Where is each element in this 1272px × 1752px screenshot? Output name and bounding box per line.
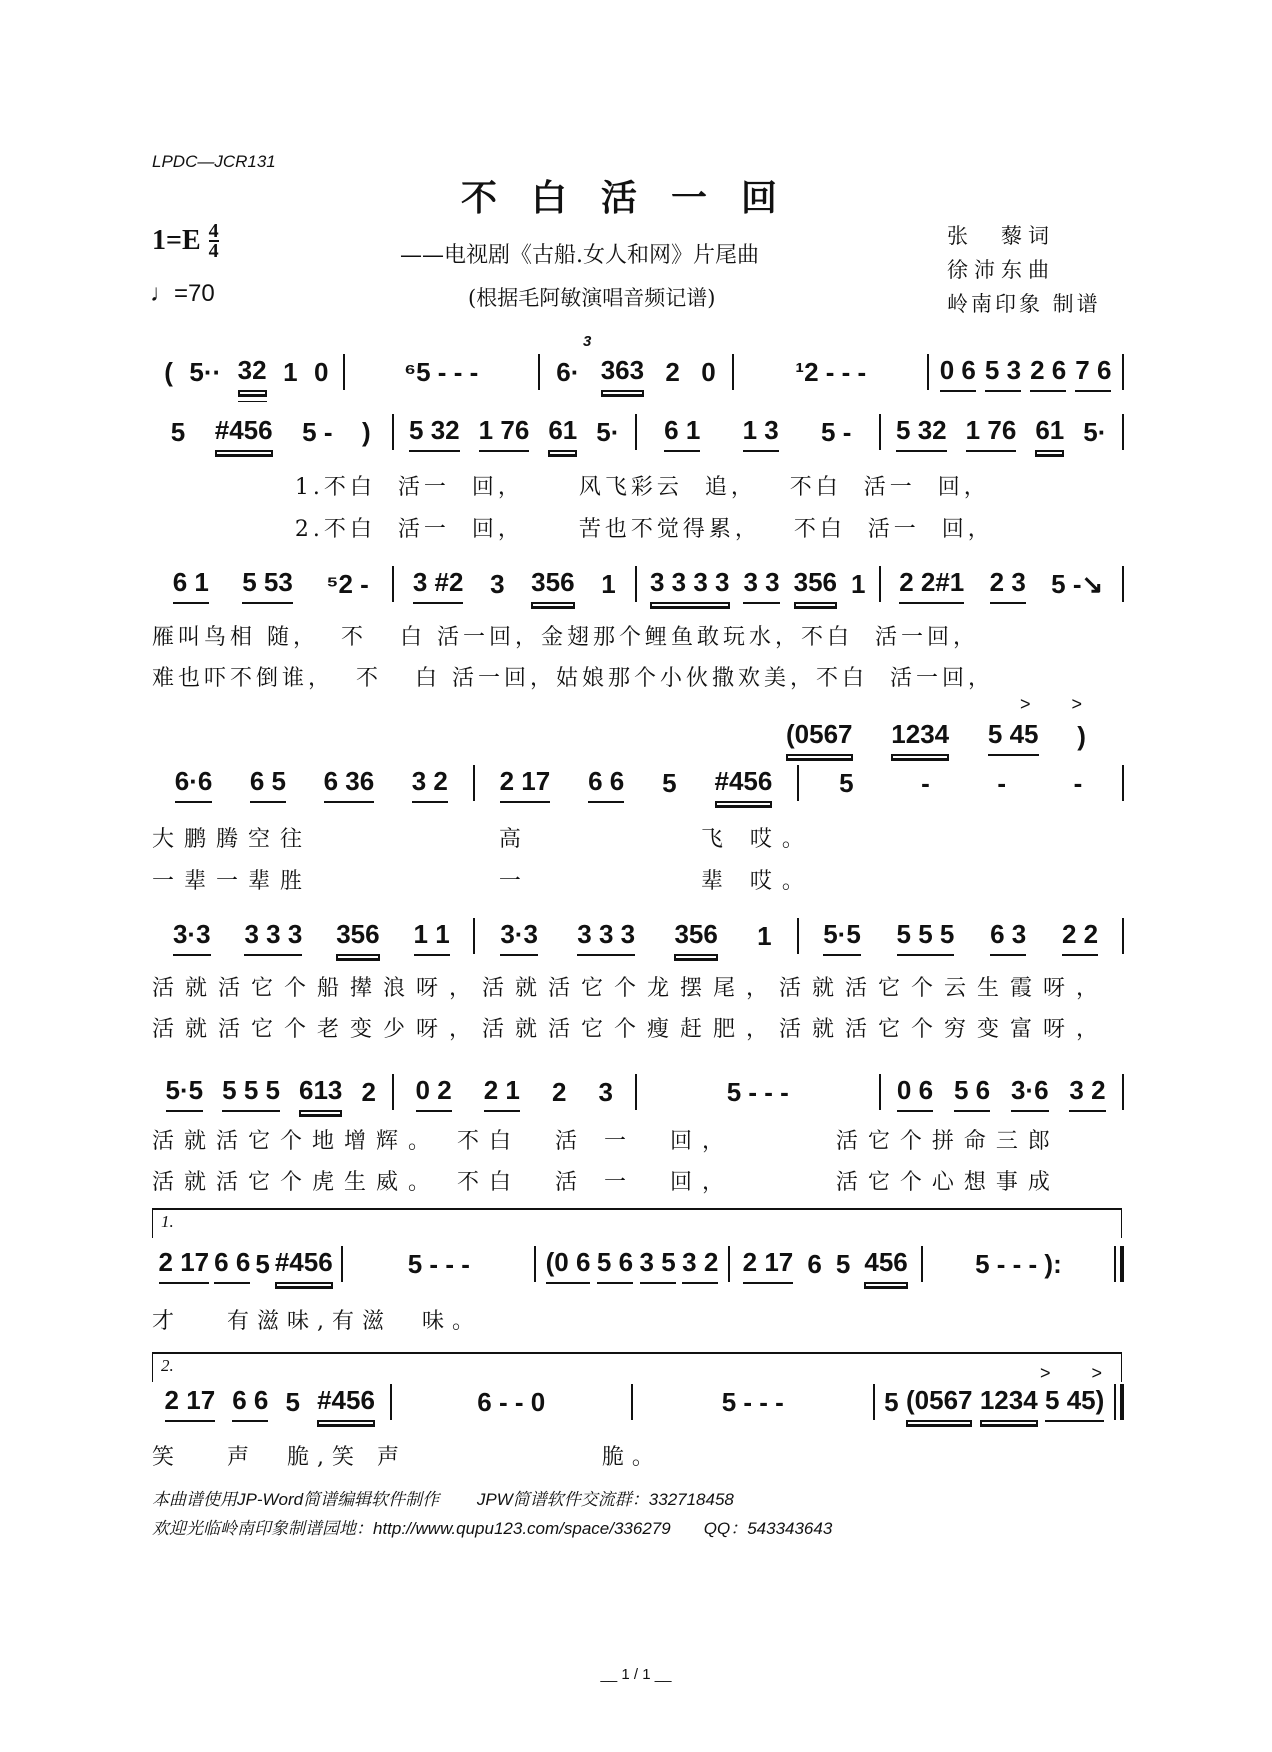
score-row (150, 1382, 1124, 1422)
source-note: (根据毛阿敏演唱音频记谱) (468, 286, 716, 310)
note-group: 1 (757, 921, 772, 951)
note-group: 5·5 (823, 920, 861, 956)
note-group: (0567 (906, 1386, 973, 1422)
note-group: 356 (336, 920, 379, 956)
note-group: 356 (674, 920, 717, 956)
note-group: 5 6 (597, 1248, 633, 1284)
note-group: ⁶5 - - - (404, 357, 479, 387)
note-group: 1 76 (479, 416, 530, 452)
note-group: ) (1077, 721, 1086, 751)
note-group: 5 45) (1045, 1386, 1104, 1422)
note-group: 6 36 (324, 767, 375, 803)
lyrics-row3-verse1: 雁叫鸟相 随， 不 白 活一回，金翅那个鲤鱼敢玩水，不白 活一回， (152, 625, 979, 650)
note-group: 6 5 (250, 767, 286, 803)
note-group: 5 (839, 768, 854, 798)
score-row (150, 352, 1124, 392)
song-title: 不白活一回 (460, 177, 811, 219)
note-group: 3 3 3 (244, 920, 302, 956)
measure (394, 416, 636, 452)
note-group: 5 32 (896, 416, 947, 452)
note-group: 363 (601, 356, 644, 392)
note-group: 3 5 (640, 1248, 676, 1284)
note-group: 0 (314, 357, 329, 387)
measure (637, 416, 879, 452)
measure (881, 416, 1123, 452)
lyrics-ending2: 笑 声 脆,笑 声 脆。 (152, 1445, 662, 1470)
measure (730, 1248, 921, 1284)
note-group: 61 (1035, 416, 1064, 452)
note-group: 5· (1083, 417, 1107, 447)
note-group: 456 (864, 1248, 907, 1284)
note-group: 5 - - - ): (975, 1249, 1062, 1279)
note-group: 2 2#1 (899, 568, 964, 604)
note-group: ) (362, 417, 371, 447)
note-group: 1234 (891, 720, 949, 756)
score-row (150, 564, 1124, 604)
time-top: 4 (208, 220, 219, 242)
score-row (150, 763, 1124, 803)
note-group: 5 (285, 1387, 300, 1417)
note-group: 2 17 (500, 767, 551, 803)
volta-1-label: 1. (161, 1212, 174, 1231)
measure (150, 1386, 390, 1422)
note-group: ¹2 - - - (795, 357, 867, 387)
measure (536, 1248, 727, 1284)
note-group: 5·5 (166, 1076, 204, 1112)
lyrics-row4-verse1: 大鹏腾空往 高 飞 哎。 (152, 827, 814, 852)
lyrics-row6-verse2: 活就活它个虎生威。 不白 活 一 回， 活它个心想事成 (152, 1170, 1060, 1195)
note-group: 3 2 (1069, 1076, 1105, 1112)
barline (1122, 918, 1124, 954)
measure (392, 1388, 632, 1422)
measure (475, 767, 798, 803)
note-group: 1 (601, 569, 616, 599)
measure (540, 356, 733, 392)
note-group: #456 (215, 416, 273, 452)
measure (343, 1250, 534, 1284)
note-group: 5· (596, 417, 620, 447)
subtitle: ——电视剧《古船.女人和网》片尾曲 (400, 243, 759, 268)
note-group: 6 - - 0 (477, 1387, 546, 1417)
lyrics-row2-verse2: 2.不白 活一 回， 苦也不觉得累， 不白 活一 回， (152, 517, 994, 542)
note-group: 7 6 (1075, 356, 1111, 392)
note-group: 2 6 (1030, 356, 1066, 392)
measure (637, 568, 879, 604)
note-group: 61 (548, 416, 577, 452)
note-group: 2 (551, 1077, 567, 1107)
note-group: 6 6 (588, 767, 624, 803)
note-group: 5 (835, 1249, 851, 1279)
measure (394, 568, 636, 604)
note-group: 356 (531, 568, 574, 604)
volta-2 (152, 1352, 1122, 1382)
note-group: 613 (299, 1076, 342, 1112)
lyricist-credit: 张 藜词 (947, 224, 1055, 248)
measure (875, 1386, 1115, 1422)
note-group: 5 - - - (721, 1387, 784, 1417)
note-group: 2 1 (484, 1076, 520, 1112)
note-group: 356 (794, 568, 837, 604)
note-group: 6 1 (173, 568, 209, 604)
note-group: ( (164, 357, 173, 387)
volta-2-label: 2. (161, 1356, 174, 1375)
note-group: 5 45 (988, 720, 1039, 756)
note-group: 5 -↘ (1051, 569, 1104, 599)
note-group: 6 3 (990, 920, 1026, 956)
lyrics-row5-verse2: 活就活它个老变少呀，活就活它个瘦赶肥，活就活它个穷变富呀， (152, 1017, 1110, 1042)
footer-software-note: 本曲谱使用JP-Word简谱编辑软件制作 JPW简谱软件交流群：332718458 (152, 1490, 734, 1509)
note-group: 5 (662, 768, 677, 798)
measure (799, 769, 1122, 803)
note-group: 3 (598, 1077, 613, 1107)
measure (150, 920, 473, 956)
note-group: 6 6 (232, 1386, 268, 1422)
note-group: 6· (556, 357, 580, 387)
note-group: 5 5 5 (222, 1076, 280, 1112)
note-group: 6 (807, 1249, 822, 1279)
note-group: 2 17 (743, 1248, 794, 1284)
note-group: #456 (317, 1386, 375, 1422)
note-group: #456 (275, 1248, 333, 1284)
note-group: 3 3 3 3 (650, 568, 730, 604)
note-group: 3 2 (682, 1248, 718, 1284)
measure (881, 1076, 1123, 1112)
final-barline (1114, 1246, 1124, 1282)
note-group: 5 53 (242, 568, 293, 604)
note-group: (0567 (786, 720, 853, 756)
note-group: 5 - - - (407, 1249, 470, 1279)
measure (150, 767, 473, 803)
measure (150, 1076, 392, 1112)
note-group: 5 - (302, 417, 333, 447)
note-group: 5 3 (985, 356, 1021, 392)
note-group: 5 (255, 1249, 270, 1279)
score-row (150, 412, 1124, 452)
note-group: 6 1 (664, 416, 700, 452)
score-row (150, 1244, 1124, 1284)
accent-marks: > > (1020, 694, 1101, 714)
note-group: 1 76 (966, 416, 1017, 452)
note-group: - (921, 768, 930, 798)
measure (150, 1248, 341, 1284)
lyrics-row3-verse2: 难也吓不倒谁， 不 白 活一回，姑娘那个小伙撒欢美，不白 活一回， (152, 666, 994, 691)
note-group: 1 3 (743, 416, 779, 452)
barline (1122, 765, 1124, 801)
measure (345, 358, 538, 392)
measure (475, 920, 798, 956)
barline (1122, 414, 1124, 450)
note-group: 1 1 (414, 920, 450, 956)
note-group: 2 17 (159, 1248, 210, 1284)
note-group: 6 6 (214, 1248, 250, 1284)
arranger-credit: 岭南印象 制谱 (947, 292, 1101, 316)
lyrics-ending1: 才 有滋味,有滋 味。 (152, 1309, 482, 1334)
measure (881, 568, 1123, 604)
note-group: 2 2 (1062, 920, 1098, 956)
note-group: 6·6 (175, 767, 213, 803)
note-group: 3·3 (173, 920, 211, 956)
note-group: 1 (851, 569, 866, 599)
volta-1 (152, 1208, 1122, 1238)
barline (1122, 566, 1124, 602)
note-group: 32 (238, 356, 267, 392)
key-label: 1=E (152, 225, 201, 256)
note-group: ⁵2 - (326, 569, 369, 599)
note-group: 5 - (821, 417, 852, 447)
note-group: 3 (490, 569, 505, 599)
page-number: __ 1 / 1 __ (600, 1666, 672, 1683)
note-group: 3 3 3 (577, 920, 635, 956)
note-group: 2 (361, 1077, 376, 1107)
note-group: 5 5 5 (897, 920, 955, 956)
measure (150, 416, 392, 452)
barline (1122, 354, 1124, 390)
note-group: 5 6 (954, 1076, 990, 1112)
note-group: 0 6 (940, 356, 976, 392)
note-group: 3·3 (500, 920, 538, 956)
note-group: 5 (884, 1387, 899, 1417)
footer-website-note: 欢迎光临岭南印象制谱园地：http://www.qupu123.com/space/336279 QQ：543343643 (152, 1519, 833, 1538)
note-group: 5 32 (409, 416, 460, 452)
note-group: 5 (170, 417, 186, 447)
measure (923, 1250, 1114, 1284)
final-barline (1114, 1384, 1124, 1420)
note-group: 3·6 (1011, 1076, 1049, 1112)
composer-credit: 徐沛东曲 (947, 258, 1055, 282)
measure (637, 1078, 879, 1112)
measure (929, 356, 1122, 392)
time-bottom: 4 (208, 240, 219, 262)
tempo-marking: ♩=70 (150, 280, 215, 307)
accent-marks-ending: > > (1040, 1363, 1121, 1383)
note-group: 2 17 (165, 1386, 216, 1422)
note-group: 0 (701, 357, 716, 387)
measure (150, 568, 392, 604)
note-group: 3 3 (743, 568, 779, 604)
score-row (150, 1072, 1124, 1112)
key-signature (152, 222, 219, 260)
lyrics-row2-verse1: 1.不白 活一 回， 风飞彩云 追， 不白 活一 回， (152, 475, 990, 500)
note-group: 2 3 (990, 568, 1026, 604)
score-row (150, 916, 1124, 956)
note-group: 1234 (980, 1386, 1038, 1422)
measure (150, 356, 343, 392)
measure (394, 1076, 636, 1112)
note-group: #456 (715, 767, 773, 803)
measure (633, 1388, 873, 1422)
note-group: 0 6 (897, 1076, 933, 1112)
note-group: 2 (665, 357, 680, 387)
lyrics-row4-verse2: 一辈一辈胜 一 辈 哎。 (152, 869, 814, 894)
note-group: - (997, 768, 1007, 798)
barline (1122, 1074, 1124, 1110)
triplet-mark: 3 (583, 333, 592, 350)
lyrics-row6-verse1: 活就活它个地增辉。 不白 活 一 回， 活它个拼命三郎 (152, 1129, 1060, 1154)
measure (734, 358, 927, 392)
time-signature (209, 222, 219, 260)
lyrics-row5-verse1: 活就活它个船撵浪呀，活就活它个龙摆尾，活就活它个云生霞呀， (152, 976, 1110, 1001)
note-group: 5 - - - (726, 1077, 789, 1107)
note-group: - (1073, 768, 1083, 798)
score-code: LPDC—JCR131 (152, 152, 276, 171)
note-group: 3 2 (412, 767, 448, 803)
note-group: 3 #2 (413, 568, 464, 604)
note-group: 0 2 (416, 1076, 452, 1112)
note-group: (0 6 (546, 1248, 591, 1284)
interlude-row (786, 716, 1086, 756)
note-group: 1 (283, 357, 298, 387)
measure (799, 920, 1122, 956)
note-group: 5·· (189, 357, 222, 387)
